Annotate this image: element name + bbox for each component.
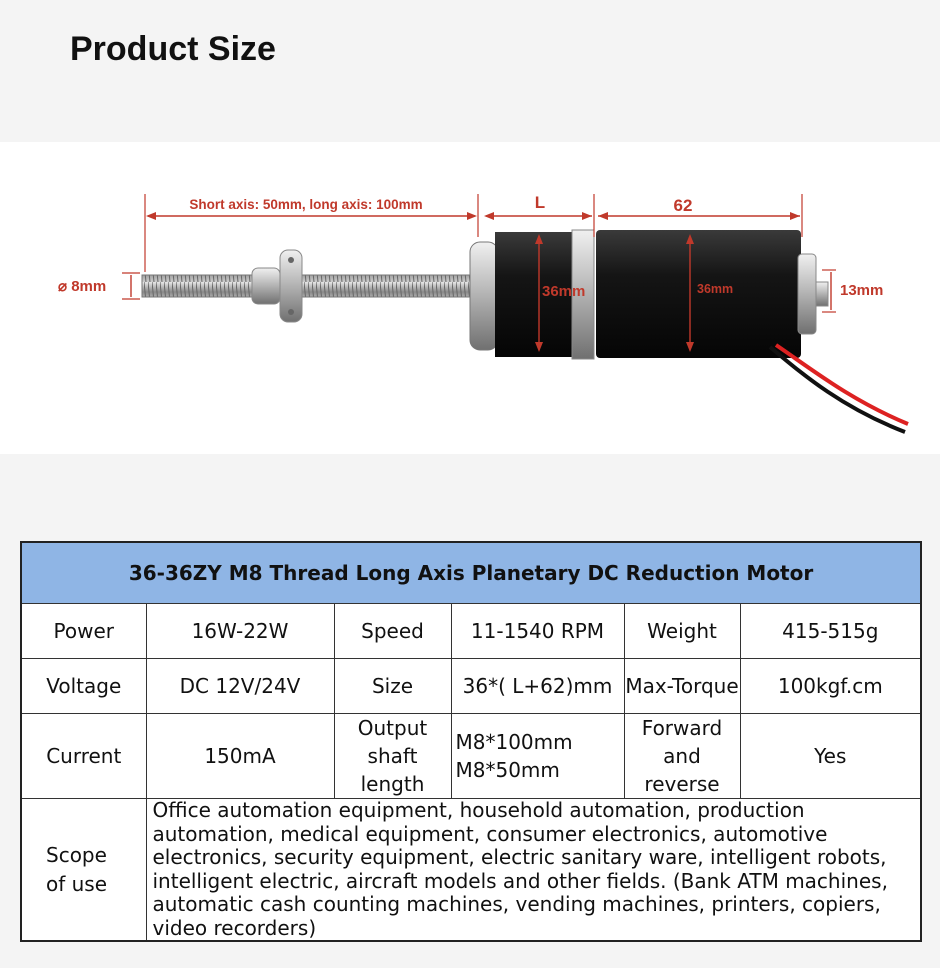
motor-length-label: 62 [673, 196, 693, 215]
max-torque-value: 100kgf.cm [740, 659, 921, 714]
output-shaft-label-line2: shaft length [360, 744, 425, 796]
direction-value: Yes [740, 714, 921, 799]
output-shaft-value-line2: M8*50mm [455, 758, 560, 782]
scope-label-line1: Scope [46, 842, 107, 867]
size-value: 36*( L+62)mm [451, 659, 624, 714]
weight-label: Weight [624, 604, 740, 659]
voltage-value: DC 12V/24V [146, 659, 334, 714]
flange-nut [252, 268, 280, 304]
speed-value: 11-1540 RPM [451, 604, 624, 659]
output-shaft-label [334, 714, 451, 799]
table-row [21, 714, 921, 799]
product-diagram [0, 142, 940, 454]
output-shaft-label-line1: Output [357, 716, 428, 740]
direction-label-line1: Forward [641, 716, 723, 740]
size-label: Size [334, 659, 451, 714]
shaft-length-label: Short axis: 50mm, long axis: 100mm [189, 197, 423, 212]
weight-value: 415-515g [740, 604, 921, 659]
table-row [21, 604, 921, 659]
scope-label-line2: of use [46, 871, 108, 896]
gearbox-cap [470, 242, 498, 350]
motor-diameter-label: 36mm [697, 282, 734, 296]
table-row [21, 659, 921, 714]
end-shaft-label: 13mm [840, 282, 884, 299]
motor-illustration [0, 142, 940, 454]
threaded-shaft [142, 275, 472, 297]
scope-text: Office automation equipment, household automation, production automation, medical equipment, consumer electronics, automotive electronics, security equipment, electric sanitary ware, intelligent robots, intelligent electric, aircraft models and other fields. (Bank ATM machines, automatic cash counting machines, vending machines, printers, copiers, video recorders) [146, 799, 921, 942]
scope-label [21, 799, 146, 942]
output-shaft-value-line1: M8*100mm [455, 730, 573, 754]
gearbox-length-label: L [534, 193, 546, 212]
power-value: 16W-22W [146, 604, 334, 659]
gearbox-diameter-label: 36mm [542, 283, 586, 300]
motor-end-cap [798, 254, 816, 334]
power-label: Power [21, 604, 146, 659]
shaft-diameter-label: ⌀ 8mm [58, 278, 107, 295]
current-label: Current [21, 714, 146, 799]
table-row [21, 799, 921, 942]
voltage-label: Voltage [21, 659, 146, 714]
power-wire-red [776, 345, 908, 424]
max-torque-label: Max-Torque [624, 659, 740, 714]
current-value: 150mA [146, 714, 334, 799]
direction-label-line2: and reverse [644, 744, 720, 796]
page-title: Product Size [70, 30, 276, 68]
speed-label: Speed [334, 604, 451, 659]
output-shaft-value [451, 714, 624, 799]
spec-table-title: 36-36ZY M8 Thread Long Axis Planetary DC Reduction Motor [21, 542, 921, 604]
direction-label [624, 714, 740, 799]
power-wire-black [770, 347, 905, 432]
spec-table [20, 541, 922, 942]
